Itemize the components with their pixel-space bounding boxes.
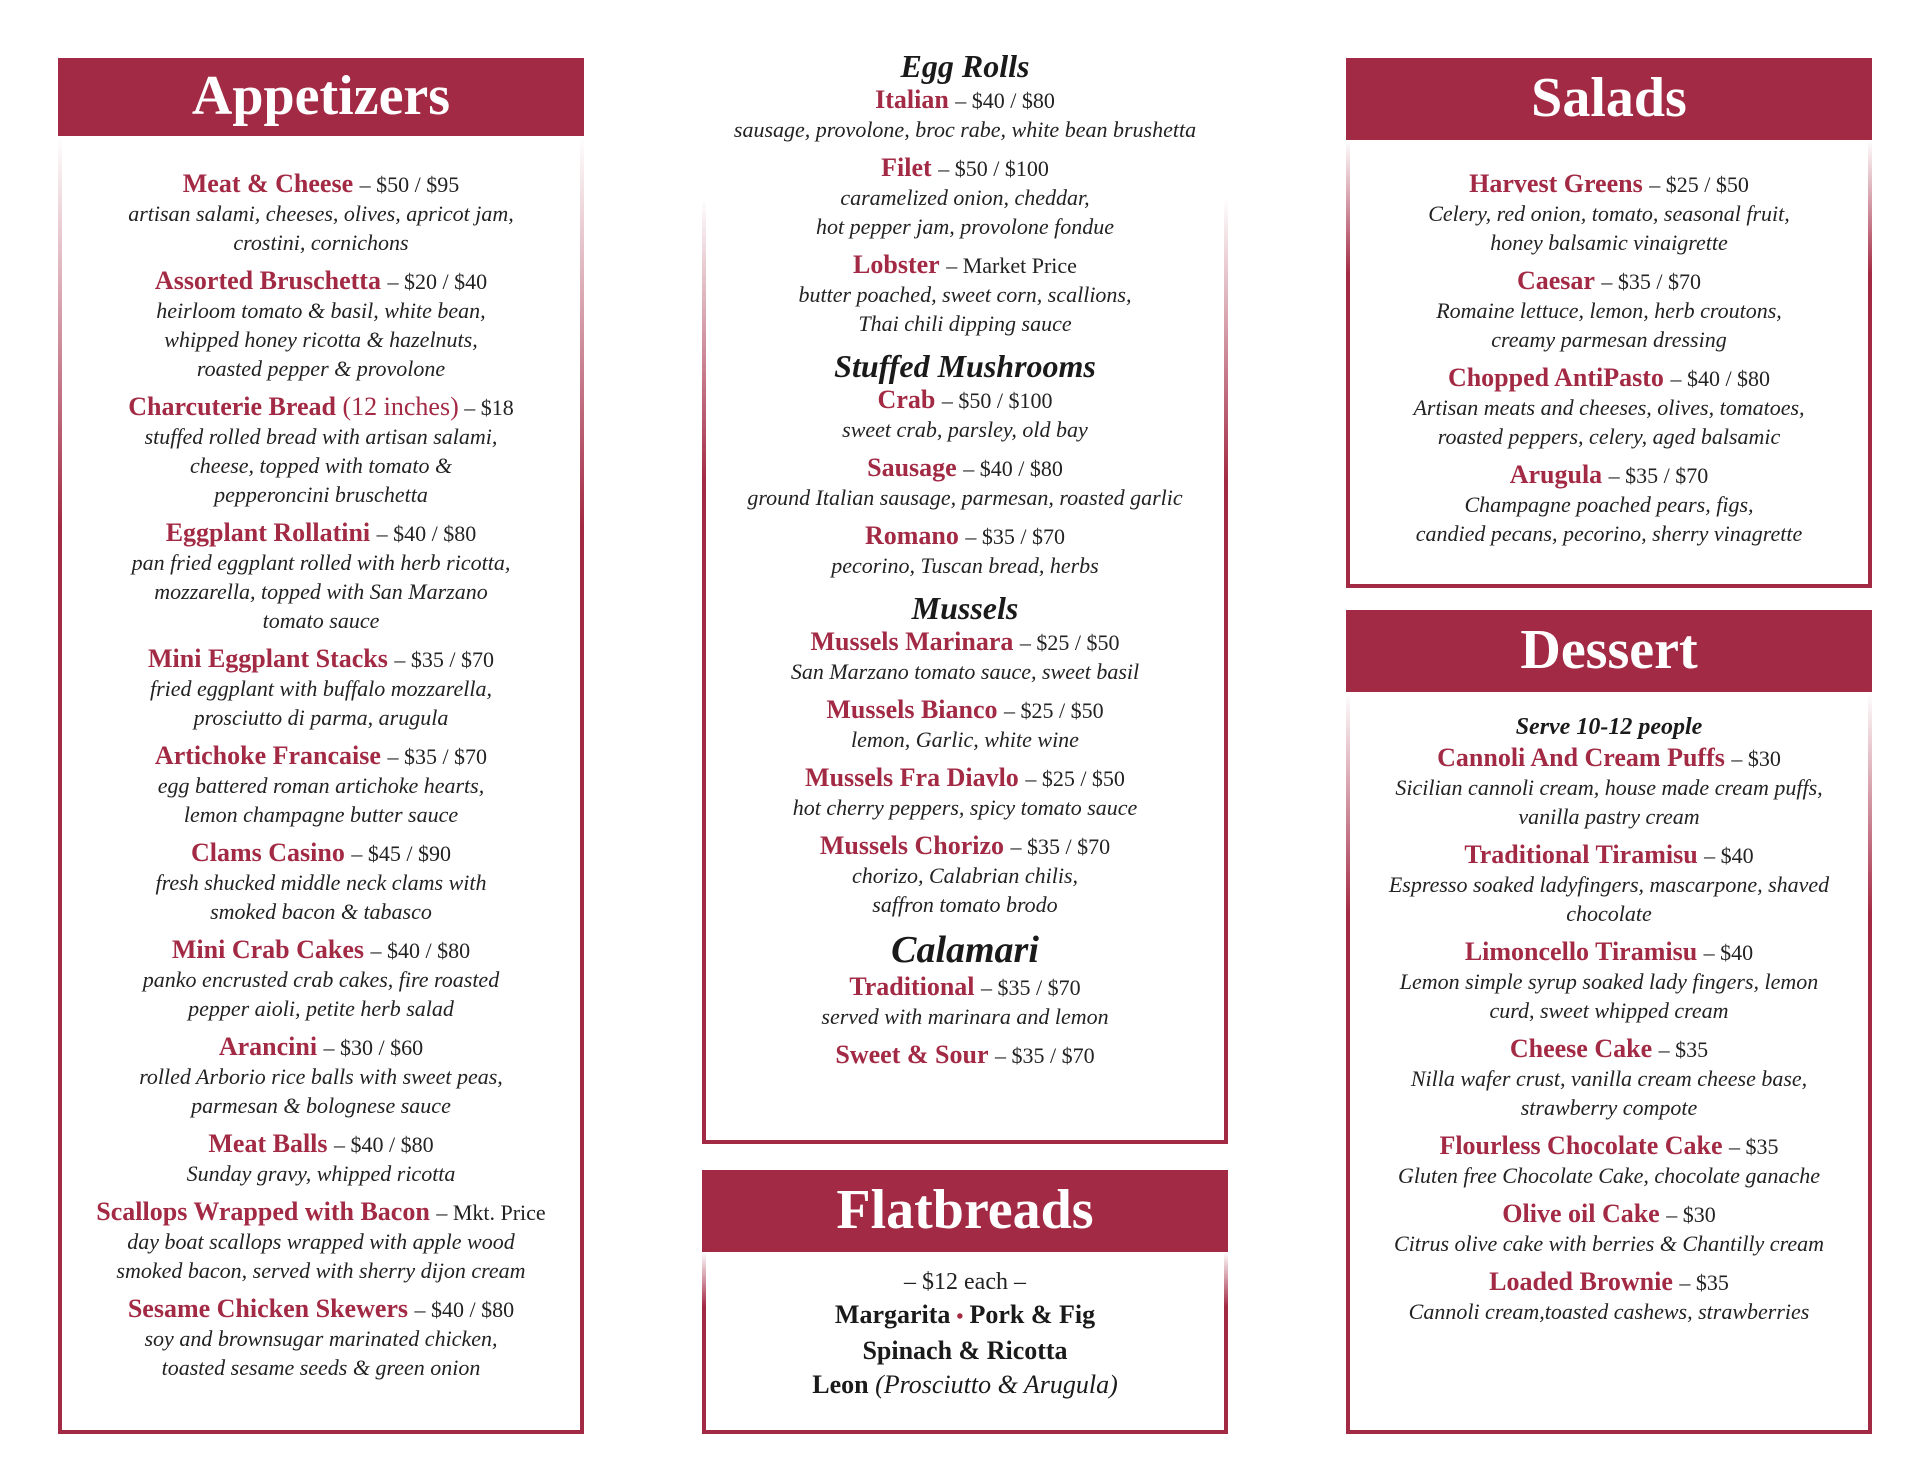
menu-item-price: – $40: [1703, 940, 1754, 965]
menu-item-name: Clams Casino: [191, 838, 345, 867]
menu-item-name: Loaded Brownie: [1489, 1267, 1673, 1296]
menu-item-price: – $30 / $60: [323, 1035, 424, 1060]
menu-item-description: honey balsamic vinaigrette: [1490, 230, 1728, 255]
menu-item-name: Meat Balls: [208, 1129, 328, 1158]
menu-item-description: pecorino, Tuscan bread, herbs: [831, 553, 1099, 578]
menu-item-line: [702, 696, 1228, 725]
middle-list: [702, 48, 1228, 1080]
calamari-list: [702, 973, 1228, 1070]
menu-item-description: candied pecans, pecorino, sherry vinagrette: [1415, 521, 1803, 546]
menu-item-description: Celery, red onion, tomato, seasonal fruit,: [1428, 201, 1790, 226]
menu-item-name: Chopped AntiPasto: [1447, 363, 1664, 392]
menu-item: [58, 742, 584, 829]
menu-item-price: – $40 / $80: [955, 88, 1055, 113]
menu-item-description: sweet crab, parsley, old bay: [842, 417, 1088, 442]
menu-item: [702, 522, 1228, 580]
menu-item-description: sausage, provolone, broc rabe, white bean brushetta: [733, 117, 1197, 142]
menu-item-name: Traditional Tiramisu: [1464, 840, 1698, 869]
menu-item-description: tomato sauce: [262, 608, 380, 633]
menu-item-price: – $35 / $70: [965, 524, 1066, 549]
menu-item-description: crostini, cornichons: [233, 230, 409, 255]
menu-item-line: [58, 645, 584, 674]
menu-item-price: – $35 / $70: [394, 647, 494, 672]
menu-item-name: Olive oil Cake: [1502, 1199, 1660, 1228]
menu-item-price: – $35: [1729, 1134, 1779, 1159]
menu-item-description: smoked bacon & tabasco: [210, 899, 432, 924]
menu-item-name: Eggplant Rollatini: [165, 518, 371, 547]
menu-item: [702, 696, 1228, 754]
menu-item-description: strawberry compote: [1520, 1095, 1698, 1120]
salads-title: Salads: [1346, 58, 1872, 140]
menu-item-line: [702, 154, 1228, 183]
menu-item-name: Sausage: [867, 453, 957, 482]
menu-item-description: Espresso soaked ladyfingers, mascarpone, shaved: [1388, 872, 1830, 897]
menu-item-name: Harvest Greens: [1469, 169, 1643, 198]
menu-item-line: [1346, 364, 1872, 393]
flatbreads-section: [702, 1170, 1228, 1434]
menu-item-line: [1346, 267, 1872, 296]
menu-item-description: San Marzano tomato sauce, sweet basil: [790, 659, 1140, 684]
menu-item-line: [1346, 1268, 1872, 1297]
menu-item-description: parmesan & bolognese sauce: [191, 1093, 451, 1118]
flatbread-margarita: Margarita: [834, 1300, 951, 1329]
appetizers-list: [58, 170, 584, 1392]
menu-item-price: – $40 / $80: [414, 1297, 515, 1322]
menu-item-line: [1346, 841, 1872, 870]
dessert-section: [1346, 610, 1872, 1434]
flatbreads-price: – $12 each –: [904, 1269, 1026, 1295]
dessert-title: Dessert: [1346, 610, 1872, 692]
menu-item-description: stuffed rolled bread with artisan salami,: [144, 424, 498, 449]
menu-item-name: Assorted Bruschetta: [154, 266, 381, 295]
menu-item: [1346, 1132, 1872, 1190]
menu-item-description: prosciutto di parma, arugula: [193, 705, 449, 730]
appetizers-title: Appetizers: [58, 58, 584, 136]
menu-item-description: Lemon simple syrup soaked lady fingers, lemon: [1399, 969, 1819, 994]
salads-section: [1346, 58, 1872, 588]
flatbreads-line-3: [702, 1368, 1228, 1402]
menu-item-price: – $35 / $70: [994, 1043, 1095, 1068]
menu-item-price: – $25 / $50: [1004, 698, 1104, 723]
menu-item-price: – $35 / $70: [1608, 463, 1709, 488]
menu-item-name: Mini Crab Cakes: [171, 935, 364, 964]
menu-item-line: [702, 628, 1228, 657]
menu-item-description: creamy parmesan dressing: [1491, 327, 1727, 352]
menu-item-name: Sweet & Sour: [835, 1040, 989, 1069]
menu-item-description: lemon, Garlic, white wine: [851, 727, 1079, 752]
menu-item-description: caramelized onion, cheddar,: [840, 185, 1090, 210]
flatbreads-title: Flatbreads: [702, 1170, 1228, 1252]
menu-item-description: ground Italian sausage, parmesan, roasted garlic: [747, 485, 1183, 510]
menu-item-line: [58, 742, 584, 771]
menu-item-price: – $18: [458, 395, 514, 420]
menu-item-name: Arancini: [218, 1032, 318, 1061]
menu-item: [58, 839, 584, 926]
menu-item-name: Crab: [877, 385, 936, 414]
menu-item-description: panko encrusted crab cakes, fire roasted: [142, 967, 500, 992]
menu-item-price: – $40 / $80: [1670, 366, 1771, 391]
menu-item-price: – Mkt. Price: [436, 1200, 546, 1225]
menu-item-description: whipped honey ricotta & hazelnuts,: [164, 327, 478, 352]
menu-item-description: vanilla pastry cream: [1518, 804, 1700, 829]
menu-item-price: – $25 / $50: [1019, 630, 1120, 655]
menu-item-description: Thai chili dipping sauce: [858, 311, 1072, 336]
menu-item-name: Limoncello Tiramisu: [1464, 937, 1698, 966]
menu-item-price: – $35 / $70: [387, 744, 488, 769]
flatbreads-line-1: [702, 1298, 1228, 1334]
menu-item-line: [1346, 1200, 1872, 1229]
menu-item-description: egg battered roman artichoke hearts,: [157, 773, 485, 798]
menu-item-description: lemon champagne butter sauce: [183, 802, 459, 827]
menu-item-price: – $25 / $50: [1649, 172, 1749, 197]
dessert-list: [1346, 744, 1872, 1326]
menu-item-line: [58, 519, 584, 548]
menu-item-price: – $35: [1658, 1037, 1709, 1062]
menu-item-price: – $40 / $80: [963, 456, 1063, 481]
menu-item-price: – $25 / $50: [1025, 766, 1125, 791]
menu-item-name: Artichoke Francaise: [154, 741, 381, 770]
menu-item-description: chocolate: [1566, 901, 1652, 926]
menu-item-line: [702, 454, 1228, 483]
menu-item-description: pan fried eggplant rolled with herb ricotta,: [131, 550, 511, 575]
menu-item-description: chorizo, Calabrian chilis,: [851, 863, 1079, 888]
menu-item-line: [1346, 744, 1872, 773]
flatbread-leon: Leon: [812, 1370, 869, 1399]
menu-item-line: [1346, 1132, 1872, 1161]
menu-item-description: Cannoli cream,toasted cashews, strawberries: [1408, 1299, 1810, 1324]
menu-item-line: [702, 1041, 1228, 1070]
menu-item-line: [702, 386, 1228, 415]
dessert-content: [1346, 712, 1872, 1336]
menu-item-line: [1346, 461, 1872, 490]
menu-item-price: – $35 / $70: [981, 975, 1081, 1000]
menu-item-name: Mussels Marinara: [810, 627, 1014, 656]
menu-item-price: – $40 / $80: [370, 938, 471, 963]
menu-item-line: [1346, 938, 1872, 967]
menu-item-description: pepperoncini bruschetta: [214, 482, 428, 507]
appetizers-section: [58, 58, 584, 1434]
menu-item-description: toasted sesame seeds & green onion: [161, 1355, 481, 1380]
menu-item-price: – $50 / $100: [941, 388, 1053, 413]
menu-item-description: hot pepper jam, provolone fondue: [816, 214, 1114, 239]
menu-item: [702, 251, 1228, 338]
menu-item-description: fresh shucked middle neck clams with: [155, 870, 487, 895]
menu-item-name: Arugula: [1509, 460, 1603, 489]
menu-item-price: – $40 / $80: [334, 1132, 434, 1157]
menu-item-description: Sicilian cannoli cream, house made cream puffs,: [1395, 775, 1823, 800]
stuffed-mushrooms-heading: Stuffed Mushrooms: [834, 348, 1096, 384]
menu-item-line: [58, 839, 584, 868]
menu-item-name: Cheese Cake: [1509, 1034, 1653, 1063]
menu-item-name: Mussels Bianco: [826, 695, 998, 724]
bullet-icon: •: [956, 1306, 964, 1328]
menu-item-price: – $50 / $100: [938, 156, 1049, 181]
menu-item: [702, 154, 1228, 241]
menu-item-name: Sesame Chicken Skewers: [127, 1294, 409, 1323]
menu-item-price: – $45 / $90: [351, 841, 451, 866]
menu-item-description: smoked bacon, served with sherry dijon cream: [116, 1258, 526, 1283]
menu-item: [58, 936, 584, 1023]
menu-item-description: fried eggplant with buffalo mozzarella,: [149, 676, 493, 701]
menu-item-description: Romaine lettuce, lemon, herb croutons,: [1436, 298, 1782, 323]
menu-item-description: Gluten free Chocolate Cake, chocolate ganache: [1398, 1163, 1820, 1188]
menu-item: [702, 628, 1228, 686]
menu-item: [702, 386, 1228, 444]
menu-item-name: Meat & Cheese: [182, 169, 354, 198]
menu-item-line: [1346, 1035, 1872, 1064]
menu-item-price: – $20 / $40: [387, 269, 488, 294]
menu-item-price: – $50 / $95: [359, 172, 460, 197]
flatbreads-content: [702, 1266, 1228, 1402]
menu-item-name: Cannoli And Cream Puffs: [1437, 743, 1725, 772]
menu-item-name: Caesar: [1516, 266, 1595, 295]
menu-item-name: Mini Eggplant Stacks: [148, 644, 388, 673]
menu-item-description: roasted peppers, celery, aged balsamic: [1437, 424, 1781, 449]
menu-item-price: – $35: [1679, 1270, 1729, 1295]
menu-item-name: Mussels Fra Diavlo: [805, 763, 1019, 792]
menu-item: [702, 973, 1228, 1031]
menu-item: [702, 1041, 1228, 1070]
flatbread-pork-fig: Pork & Fig: [969, 1300, 1096, 1329]
menu-item-name: Italian: [875, 85, 949, 114]
menu-item-name: Filet: [881, 153, 932, 182]
menu-item-line: [702, 522, 1228, 551]
menu-item-name: Mussels Chorizo: [819, 831, 1005, 860]
menu-item-line: [58, 267, 584, 296]
menu-item-description: Citrus olive cake with berries & Chantilly cream: [1394, 1231, 1824, 1256]
menu-item-line: [58, 393, 584, 422]
menu-item-line: [58, 1033, 584, 1062]
menu-item-line: [58, 170, 584, 199]
menu-item-price: – $40 / $80: [376, 521, 477, 546]
menu-item: [1346, 938, 1872, 1025]
menu-item: [58, 1295, 584, 1382]
menu-item-line: [702, 832, 1228, 861]
menu-item-name: Romano: [864, 521, 959, 550]
menu-item: [58, 1033, 584, 1120]
menu-item-name: Charcuterie Bread: [128, 392, 336, 421]
mussels-list: [702, 628, 1228, 919]
menu-item-line: [58, 1130, 584, 1159]
menu-item: [1346, 1268, 1872, 1326]
salads-list: [1346, 170, 1872, 558]
menu-item-description: artisan salami, cheeses, olives, apricot jam,: [128, 201, 514, 226]
menu-item: [1346, 170, 1872, 257]
menu-item-description: day boat scallops wrapped with apple wood: [127, 1229, 515, 1254]
menu-item-description: pepper aioli, petite herb salad: [188, 996, 454, 1021]
menu-item-description: rolled Arborio rice balls with sweet peas,: [139, 1064, 503, 1089]
dessert-serve-note: Serve 10-12 people: [1515, 714, 1703, 740]
menu-item: [702, 454, 1228, 512]
menu-item-price: – $40: [1704, 843, 1754, 868]
menu-item-description: Artisan meats and cheeses, olives, tomatoes,: [1413, 395, 1805, 420]
menu-item-description: saffron tomato brodo: [872, 892, 1058, 917]
egg-rolls-heading: Egg Rolls: [900, 48, 1030, 84]
menu-item-line: [58, 936, 584, 965]
menu-item-description: soy and brownsugar marinated chicken,: [144, 1326, 498, 1351]
menu-item-line: [58, 1295, 584, 1324]
menu-item-description: served with marinara and lemon: [821, 1004, 1109, 1029]
menu-item-line: [702, 973, 1228, 1002]
menu-item-line: [702, 86, 1228, 115]
menu-item: [1346, 744, 1872, 831]
menu-item-line: [702, 251, 1228, 280]
calamari-heading: Calamari: [891, 929, 1039, 971]
menu-item-description: Champagne poached pears, figs,: [1464, 492, 1754, 517]
menu-item: [1346, 1035, 1872, 1122]
menu-item: [1346, 461, 1872, 548]
menu-item: [702, 86, 1228, 144]
menu-item-description: roasted pepper & provolone: [196, 356, 446, 381]
menu-item: [1346, 364, 1872, 451]
mussels-heading: Mussels: [911, 590, 1019, 626]
menu-item-description: hot cherry peppers, spicy tomato sauce: [792, 795, 1138, 820]
menu-item: [58, 393, 584, 509]
menu-item-name: Traditional: [849, 972, 975, 1001]
menu-item: [58, 170, 584, 257]
menu-item: [1346, 1200, 1872, 1258]
menu-item: [58, 1198, 584, 1285]
menu-item-description: butter poached, sweet corn, scallions,: [798, 282, 1132, 307]
menu-item-price: – $30: [1666, 1202, 1716, 1227]
menu-item-description: Nilla wafer crust, vanilla cream cheese base,: [1410, 1066, 1808, 1091]
menu-item: [58, 1130, 584, 1188]
middle-section: [702, 48, 1228, 1144]
menu-item-price: – $30: [1731, 746, 1781, 771]
menu-item-price: – $35 / $70: [1601, 269, 1702, 294]
menu-item: [58, 645, 584, 732]
menu-item-price: – Market Price: [946, 253, 1077, 278]
menu-item-description: cheese, topped with tomato &: [189, 453, 453, 478]
flatbread-leon-desc: (Prosciutto & Arugula): [868, 1370, 1118, 1399]
menu-item: [58, 267, 584, 383]
menu-item-note: (12 inches): [335, 392, 459, 421]
menu-item-name: Lobster: [853, 250, 940, 279]
menu-item-description: Sunday gravy, whipped ricotta: [186, 1161, 456, 1186]
menu-item: [702, 764, 1228, 822]
egg-rolls-list: [702, 86, 1228, 338]
flatbread-spinach-ricotta: Spinach & Ricotta: [862, 1336, 1068, 1365]
stuffed-mushrooms-list: [702, 386, 1228, 580]
menu-item: [1346, 267, 1872, 354]
menu-item-name: Scallops Wrapped with Bacon: [96, 1197, 430, 1226]
menu-item: [58, 519, 584, 635]
menu-item-name: Flourless Chocolate Cake: [1439, 1131, 1723, 1160]
menu-item: [702, 832, 1228, 919]
menu-item-line: [1346, 170, 1872, 199]
menu-item-line: [702, 764, 1228, 793]
menu-item: [1346, 841, 1872, 928]
menu-item-price: – $35 / $70: [1010, 834, 1111, 859]
menu-item-description: mozzarella, topped with San Marzano: [154, 579, 488, 604]
menu-item-line: [58, 1198, 584, 1227]
menu-item-description: curd, sweet whipped cream: [1489, 998, 1729, 1023]
menu-item-description: heirloom tomato & basil, white bean,: [156, 298, 486, 323]
